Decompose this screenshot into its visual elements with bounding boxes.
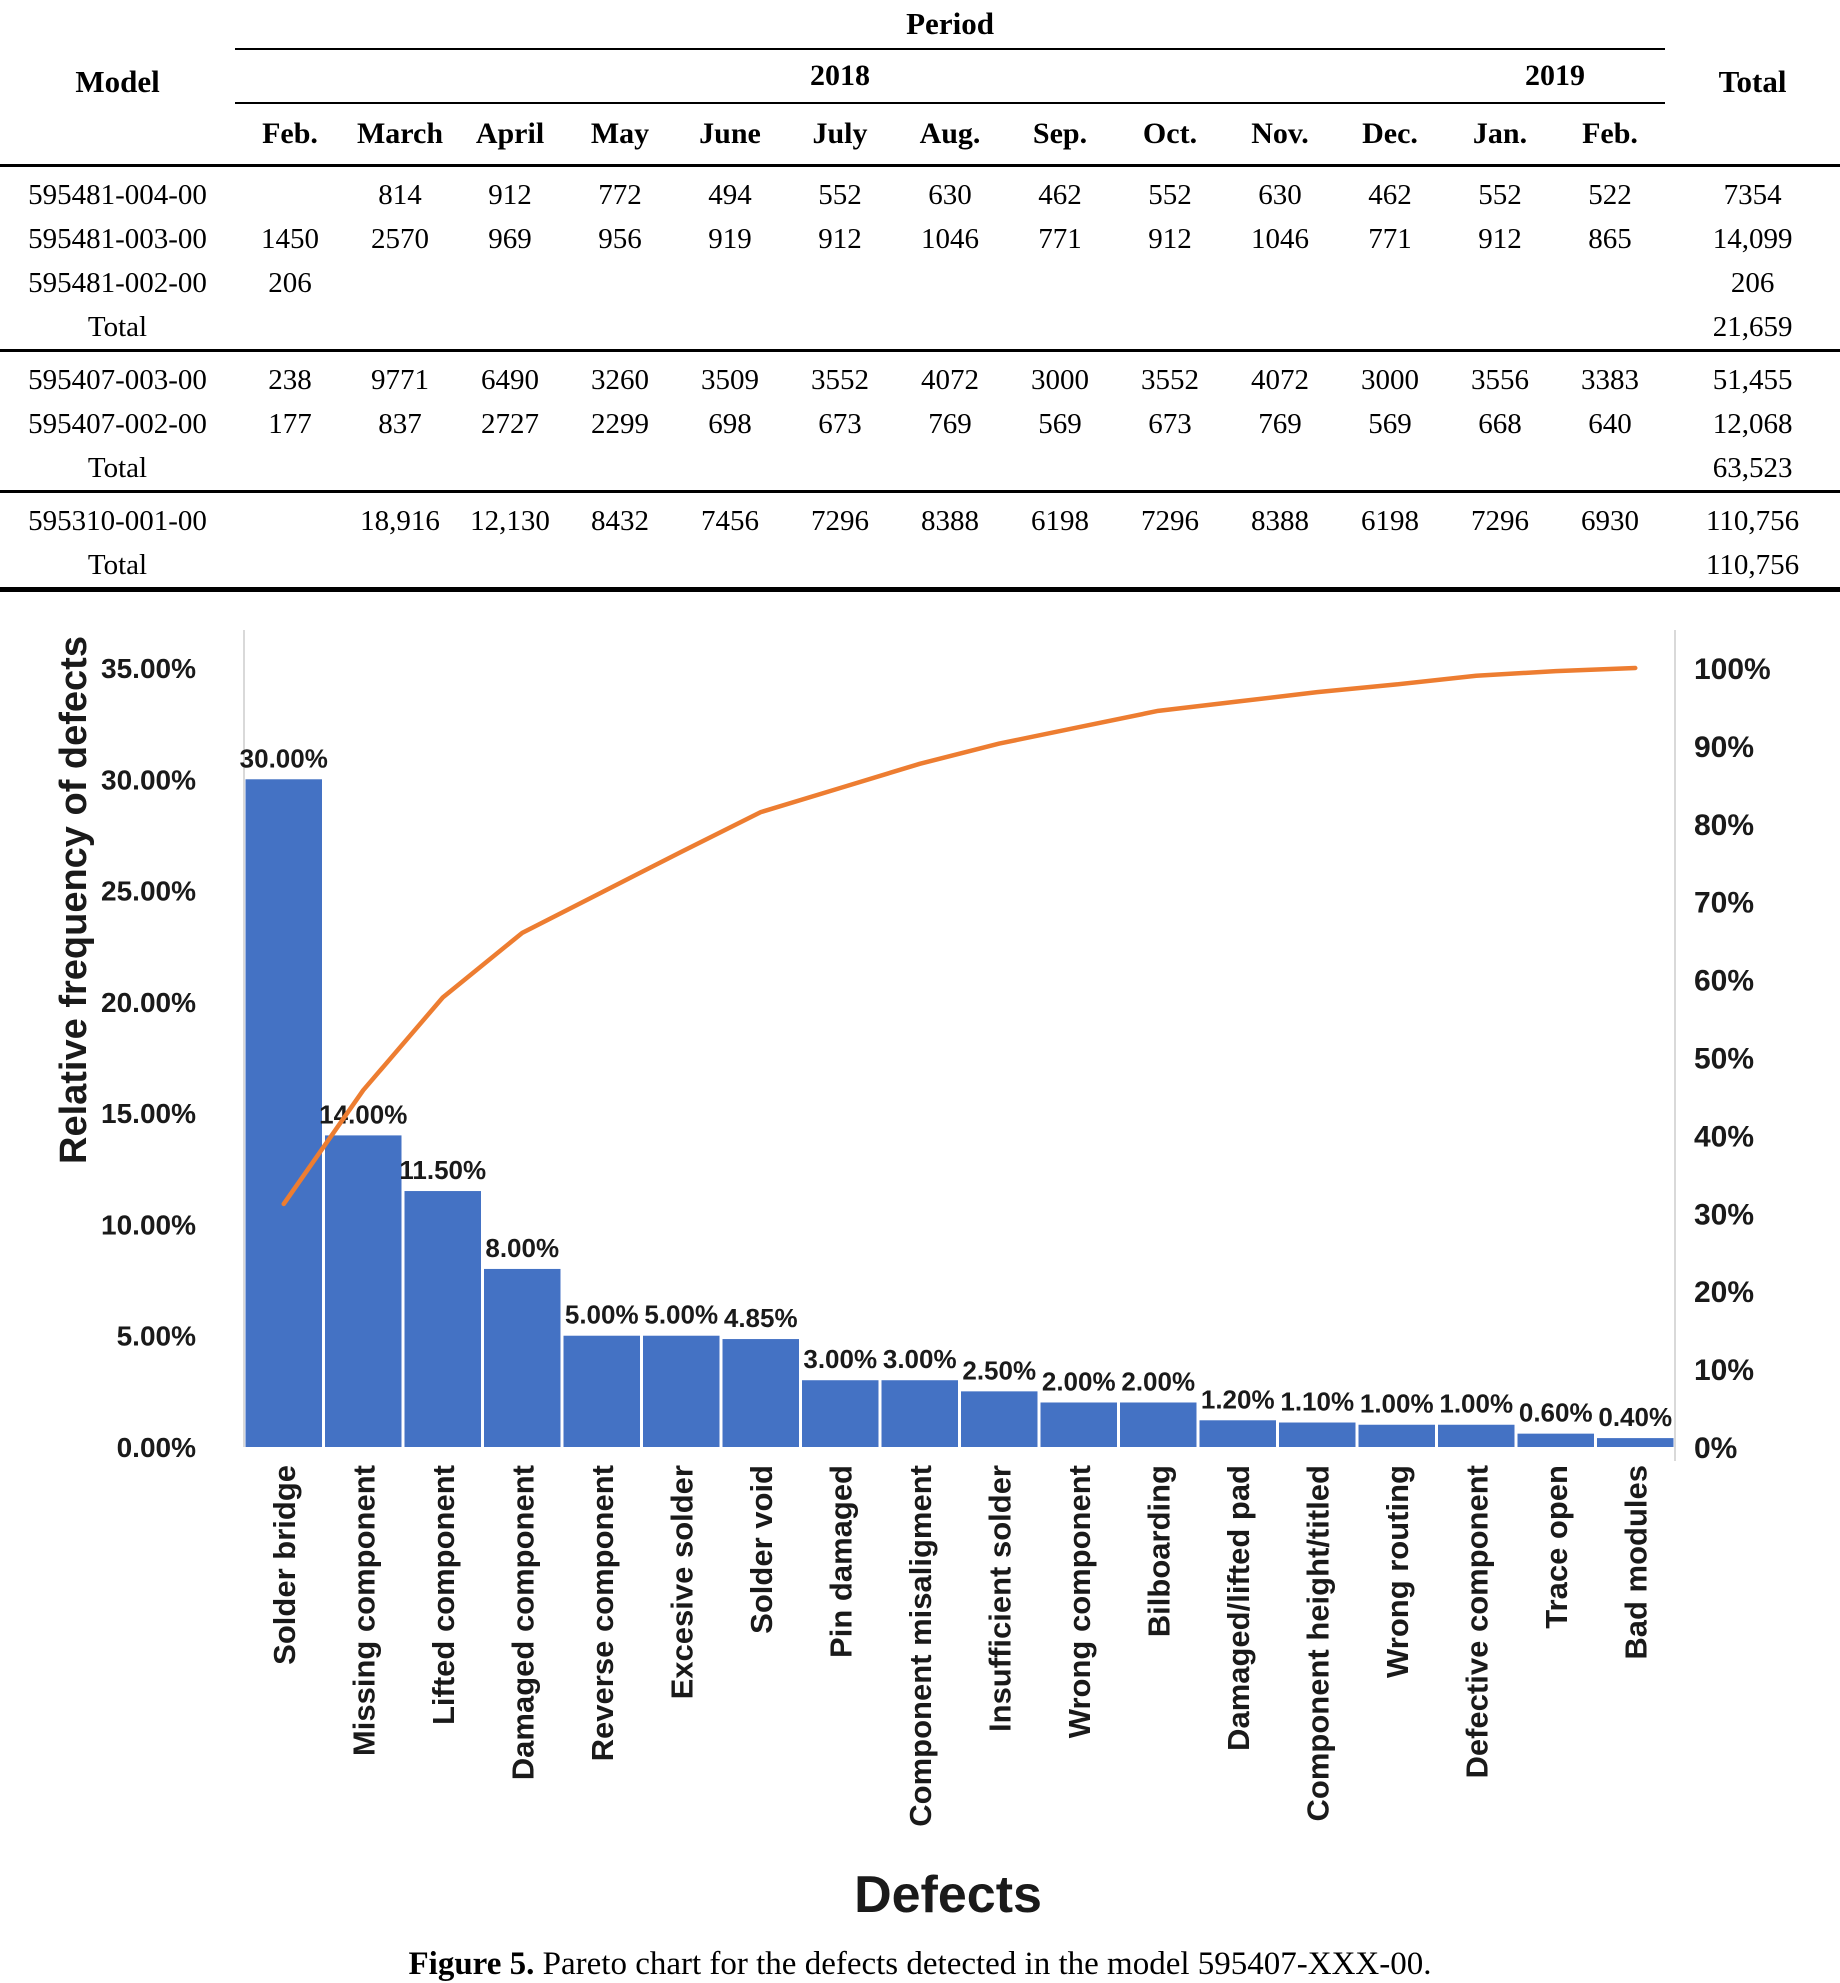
month-value-cell: 668	[1478, 407, 1522, 440]
month-value-cell: 552	[1478, 178, 1522, 211]
month-value-cell: 7296	[1471, 504, 1529, 537]
right-axis-tick: 0%	[1694, 1432, 1738, 1465]
month-value-cell: 7296	[811, 504, 869, 537]
month-value-cell: 3000	[1361, 363, 1419, 396]
month-value-cell: 640	[1588, 407, 1632, 440]
category-label: Excesive solder	[664, 1465, 700, 1700]
bar	[325, 1135, 402, 1447]
left-axis-tick: 30.00%	[101, 764, 196, 796]
group-total-value: 63,523	[1712, 451, 1793, 484]
month-value-cell	[785, 261, 895, 305]
month-header: May	[565, 103, 675, 166]
year-header: 2018	[235, 49, 1445, 103]
right-axis-tick: 60%	[1694, 964, 1755, 998]
month-value-cell: 18,916	[360, 504, 440, 537]
bar	[1041, 1402, 1118, 1447]
bar	[723, 1339, 800, 1447]
bar	[1359, 1425, 1436, 1447]
bar-value-label: 2.00%	[1041, 1366, 1116, 1397]
month-value-cell	[1225, 261, 1335, 305]
month-header: March	[345, 103, 455, 166]
month-value-cell: 814	[378, 178, 422, 211]
month-value-cell: 3509	[701, 363, 759, 396]
table-row	[0, 492, 1840, 544]
category-label: Reverse component	[584, 1465, 620, 1762]
month-value-cell: 522	[1588, 178, 1632, 211]
bar-value-label: 5.00%	[564, 1299, 639, 1330]
bar-value-label: 8.00%	[485, 1232, 560, 1263]
category-label: Solder bridge	[266, 1465, 302, 1665]
month-value-cell: 3000	[1031, 363, 1089, 396]
pareto-chart	[0, 600, 1840, 1966]
spacer-cell	[235, 305, 1665, 351]
period-header: Period	[235, 0, 1665, 49]
month-value-cell: 3556	[1471, 363, 1529, 396]
month-value-cell: 8388	[921, 504, 979, 537]
row-total-cell: 14,099	[1712, 222, 1793, 255]
category-label: Component height/titled	[1300, 1465, 1336, 1822]
month-value-cell	[455, 261, 565, 305]
month-value-cell	[1335, 261, 1445, 305]
bar	[564, 1336, 641, 1447]
month-value-cell: 7456	[701, 504, 759, 537]
month-value-cell: 8432	[591, 504, 649, 537]
month-value-cell: 7296	[1141, 504, 1199, 537]
month-value-cell: 769	[1258, 407, 1302, 440]
bar	[1597, 1438, 1674, 1447]
bar-value-label: 0.40%	[1598, 1402, 1673, 1433]
table-row	[0, 402, 1840, 446]
month-value-cell: 3260	[591, 363, 649, 396]
left-axis-tick: 35.00%	[101, 653, 196, 684]
category-label: Bad modules	[1618, 1465, 1654, 1660]
bar-value-label: 3.00%	[803, 1344, 878, 1375]
row-total-cell: 51,455	[1712, 363, 1793, 396]
figure-caption-label: Figure 5.	[408, 1946, 535, 1982]
month-value-cell: 3552	[811, 363, 869, 396]
group-total-value: 21,659	[1712, 310, 1793, 343]
month-value-cell: 12,130	[470, 504, 550, 537]
group-total-value: 110,756	[1705, 548, 1800, 581]
bar-value-label: 14.00%	[319, 1099, 408, 1130]
left-axis-tick: 15.00%	[101, 1098, 196, 1130]
figure-caption	[0, 1946, 1840, 1983]
model-cell: 595407-002-00	[28, 407, 207, 440]
month-value-cell: 8388	[1251, 504, 1309, 537]
group-total-row	[0, 543, 1840, 590]
category-label: Wrong routing	[1379, 1465, 1415, 1678]
bar-value-label: 0.60%	[1518, 1397, 1593, 1428]
right-axis-tick: 20%	[1694, 1276, 1755, 1310]
month-value-cell: 2570	[371, 222, 429, 255]
defect-table	[0, 0, 1840, 592]
month-value-cell	[565, 261, 675, 305]
row-total-cell: 12,068	[1712, 407, 1793, 440]
month-value-cell: 912	[488, 178, 532, 211]
month-value-cell: 837	[378, 407, 422, 440]
right-axis-tick: 50%	[1694, 1042, 1755, 1076]
month-value-cell: 494	[708, 178, 752, 211]
month-value-cell: 552	[818, 178, 862, 211]
month-header: Feb.	[235, 103, 345, 166]
month-value-cell: 912	[1478, 222, 1522, 255]
month-header: July	[785, 103, 895, 166]
month-value-cell: 206	[268, 266, 312, 299]
left-axis-tick: 25.00%	[101, 875, 196, 907]
month-value-cell: 956	[598, 222, 642, 255]
bar	[405, 1191, 482, 1447]
group-total-row	[0, 446, 1840, 492]
left-axis-tick: 20.00%	[101, 986, 196, 1018]
month-value-cell: 569	[1038, 407, 1082, 440]
bar	[1120, 1402, 1197, 1447]
month-value-cell: 462	[1038, 178, 1082, 211]
month-value-cell: 912	[1148, 222, 1192, 255]
bar	[246, 779, 323, 1447]
left-axis-tick: 5.00%	[116, 1320, 196, 1352]
month-header: Jan.	[1445, 103, 1555, 166]
defect-table-head	[0, 0, 1840, 166]
group-total-label: Total	[87, 310, 148, 343]
month-value-cell: 919	[708, 222, 752, 255]
bar	[484, 1269, 561, 1447]
month-value-cell: 673	[1148, 407, 1192, 440]
month-value-cell	[675, 261, 785, 305]
right-axis-tick: 10%	[1694, 1354, 1755, 1388]
category-label: Solder void	[743, 1465, 779, 1634]
month-value-cell	[1005, 261, 1115, 305]
row-total-cell: 110,756	[1705, 504, 1800, 537]
month-value-cell: 698	[708, 407, 752, 440]
right-axis-tick: 90%	[1694, 730, 1755, 764]
month-value-cell: 630	[1258, 178, 1302, 211]
month-value-cell: 2299	[591, 407, 649, 440]
month-header: Oct.	[1115, 103, 1225, 166]
bar	[643, 1336, 720, 1447]
row-total-cell: 7354	[1723, 178, 1782, 211]
bar-value-label: 1.10%	[1280, 1386, 1355, 1417]
defects-table-section	[0, 0, 1840, 592]
spacer-cell	[235, 446, 1665, 492]
bar	[961, 1391, 1038, 1447]
month-value-cell	[895, 261, 1005, 305]
total-header: Total	[1665, 0, 1840, 166]
bar	[1200, 1420, 1277, 1447]
spacer-cell	[235, 543, 1665, 590]
month-value-cell: 1046	[921, 222, 979, 255]
group-total-row	[0, 305, 1840, 351]
month-value-cell	[1555, 261, 1665, 305]
model-group	[0, 351, 1840, 492]
month-value-cell: 772	[598, 178, 642, 211]
month-value-cell: 673	[818, 407, 862, 440]
month-value-cell	[1115, 261, 1225, 305]
bar	[882, 1380, 959, 1447]
month-value-cell: 3552	[1141, 363, 1199, 396]
model-cell: 595407-003-00	[28, 363, 207, 396]
month-value-cell: 569	[1368, 407, 1412, 440]
month-header: Aug.	[895, 103, 1005, 166]
month-value-cell: 4072	[1251, 363, 1309, 396]
y-axis-title: Relative frequency of defects	[53, 636, 95, 1164]
month-value-cell	[235, 492, 345, 544]
month-header: Dec.	[1335, 103, 1445, 166]
month-value-cell: 6490	[481, 363, 539, 396]
bar-value-label: 4.85%	[723, 1303, 798, 1334]
month-header: Nov.	[1225, 103, 1335, 166]
bar-value-label: 1.00%	[1359, 1388, 1434, 1419]
category-label: Defective component	[1459, 1465, 1495, 1779]
right-axis-tick: 80%	[1694, 808, 1755, 842]
model-group	[0, 166, 1840, 351]
month-header: Feb.	[1555, 103, 1665, 166]
bar-value-label: 2.00%	[1121, 1366, 1196, 1397]
category-label: Trace open	[1538, 1465, 1574, 1629]
month-value-cell: 769	[928, 407, 972, 440]
month-value-cell: 912	[818, 222, 862, 255]
left-axis-tick: 0.00%	[116, 1432, 196, 1463]
row-total-cell: 206	[1730, 266, 1775, 299]
group-total-label: Total	[87, 548, 148, 581]
month-value-cell: 2727	[481, 407, 539, 440]
month-value-cell: 552	[1148, 178, 1192, 211]
month-value-cell: 6198	[1031, 504, 1089, 537]
cumulative-line	[284, 668, 1636, 1204]
category-label: Component misaligment	[902, 1465, 938, 1827]
month-value-cell: 865	[1588, 222, 1632, 255]
category-label: Bilboarding	[1141, 1465, 1177, 1638]
table-row	[0, 166, 1840, 218]
right-axis-tick: 40%	[1694, 1120, 1755, 1154]
right-axis-tick: 70%	[1694, 886, 1755, 920]
right-axis-tick: 100%	[1694, 653, 1771, 686]
category-label: Damaged/lifted pad	[1220, 1465, 1256, 1751]
group-total-label: Total	[87, 451, 148, 484]
month-value-cell: 771	[1038, 222, 1082, 255]
bar	[802, 1380, 879, 1447]
bar-value-label: 3.00%	[882, 1344, 957, 1375]
month-value-cell: 4072	[921, 363, 979, 396]
table-row	[0, 217, 1840, 261]
month-value-cell	[1445, 261, 1555, 305]
category-label: Lifted component	[425, 1465, 461, 1726]
month-value-cell: 462	[1368, 178, 1412, 211]
category-label: Damaged component	[505, 1465, 541, 1781]
left-axis-tick: 10.00%	[101, 1209, 196, 1241]
month-value-cell: 9771	[371, 363, 429, 396]
model-header: Model	[0, 0, 235, 166]
month-value-cell	[235, 166, 345, 218]
table-row	[0, 261, 1840, 305]
model-cell: 595481-002-00	[28, 266, 207, 299]
month-value-cell: 177	[268, 407, 312, 440]
right-axis-tick: 30%	[1694, 1198, 1755, 1232]
category-label: Missing component	[346, 1465, 382, 1757]
category-label: Insufficient solder	[982, 1465, 1018, 1732]
table-row	[0, 351, 1840, 403]
month-value-cell: 1450	[261, 222, 319, 255]
bar	[1279, 1423, 1356, 1447]
month-value-cell: 630	[928, 178, 972, 211]
month-value-cell: 771	[1368, 222, 1412, 255]
month-header: April	[455, 103, 565, 166]
month-header: Sep.	[1005, 103, 1115, 166]
bar	[1438, 1425, 1515, 1447]
bar-value-label: 2.50%	[962, 1355, 1037, 1386]
month-value-cell: 6198	[1361, 504, 1419, 537]
month-header: June	[675, 103, 785, 166]
month-value-cell: 969	[488, 222, 532, 255]
year-header: 2019	[1445, 49, 1665, 103]
category-label: Wrong component	[1061, 1465, 1097, 1739]
figure-caption-text: Pareto chart for the defects detected in the model 595407-XXX-00.	[542, 1946, 1432, 1982]
bar-value-label: 1.00%	[1439, 1388, 1514, 1419]
pareto-chart-svg	[0, 600, 1840, 1966]
bar-value-label: 1.20%	[1200, 1384, 1275, 1415]
bar	[1518, 1434, 1595, 1447]
bar-value-label: 5.00%	[644, 1299, 719, 1330]
bar-value-label: 11.50%	[399, 1155, 487, 1186]
month-value-cell	[345, 261, 455, 305]
model-group	[0, 492, 1840, 590]
model-cell: 595481-004-00	[28, 178, 207, 211]
model-cell: 595310-001-00	[28, 504, 207, 537]
month-value-cell: 1046	[1251, 222, 1309, 255]
bar-value-label: 30.00%	[239, 743, 328, 774]
month-value-cell: 3383	[1581, 363, 1640, 396]
x-axis-title: Defects	[854, 1866, 1042, 1924]
month-value-cell: 238	[268, 363, 312, 396]
category-label: Pin damaged	[823, 1465, 859, 1658]
month-value-cell: 6930	[1581, 504, 1640, 537]
model-cell: 595481-003-00	[28, 222, 207, 255]
